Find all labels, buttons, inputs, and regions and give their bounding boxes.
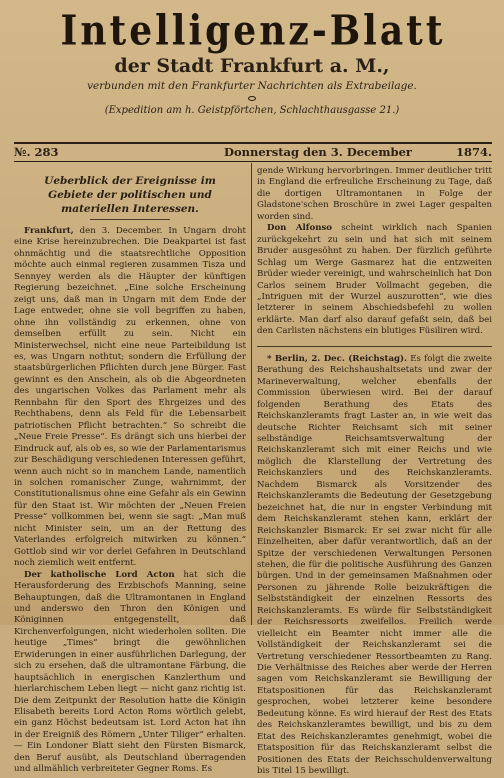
paragraph-text: gende Wirkung hervorbringen. Immer deutlicher tritt in England die erfreuliche Erscheinung zu Tage, daß die dortigen Ultramontanen in Folge der Gladstone'schen Broschüre in zwei Lager gespalten worden sind. bbox=[257, 166, 492, 222]
paragraph-text: hat sich die Herausforderung des Erzbischofs Manning, seine Behauptungen, daß die Ultramontanen in England und anderswo den Thron den Königen und Königinnen entgegenstellt, daß Kirchenverfolgungen, nicht wiederholen sollten. Die heutige „Times“ bringt die gewöhnlichen Erwiderungen in einer ausführlichen Darlegung, der sich zu ersehen, daß die ultramontane Färbung, die hauptsächlich in energischen Kanzlerthum und hierlarchischem Leben liegt — nicht ganz richtig ist. Die dem Zeitpunkt der Resolution hatte die Königin Elisabeth bereits Lord Acton Roms wörtlich gelebt, ein ganz Höchst bedeutsam ist. Lord Acton hat ihn in der Ereigniß des Römern „Unter Tiliger“ erhalten. — Ein Londoner Blatt sieht den Fürsten Bismarck, den Beruf ausübt, als Deutschland überragenden und allmählich verbreiteter Gegner Roms. Es bbox=[14, 569, 246, 775]
issue-line bbox=[14, 144, 492, 161]
masthead-expedition: (Expedition am h. Geistpförtchen, Schlachthausgasse 21.) bbox=[104, 105, 400, 116]
section-rule bbox=[257, 346, 492, 347]
paragraph-lead: Der katholische Lord Acton bbox=[24, 569, 175, 580]
article-paragraph bbox=[14, 570, 246, 776]
paragraph-text: Es folgt die zweite Berathung des Reichshaushaltsetats und zwar der Marineverwaltung, welcher ebenfalls der Commission überwiesen wird. Bei der darauf folgenden Berathung des Etats des Reichskanzleramts fragt Laster an, in wie weit das deutsche Richter Reichsamt sich mit seiner selbständige Reichsamtsverwaltung der Reichskanzleramt sich mit einer Reichs und wie möglich die Klarstellung der Vertretung des Reichskanzlers und des Reichskanzleramts. Nachdem Bismarck als Vorsitzender des Reichskanzleramts die Bedeutung der Gesetzgebung bezeichnet hat, die nur in engster Verbindung mit dem Reichskanzleramt stehen kann, erklärt der Reichskanzler Bismarck: Er sei zwar nicht für alle Einzelheiten, aber dafür verantwortlich, daß an der Spitze der verschiedenen Verwaltungen Personen stehen, die für die politische Ausführung des Ganzen bürgen. Und in der gemeinsamen Maßnahmen oder Personen zu jährende Rolle beizukräftigen die Selbstständigkeit der einzelnen Ressorts des Reichskanzleramts. Es würde für Selbstständigkeit der Reichsressorts zweifellos. Freilich werde vielleicht ein Beamter nicht immer alle die Vollständigkeit der Reichskanzleramt sei die Vertretung verschiedener Ressortbeamten zu Rang. Die Verhältnisse des Reiches aber werde der Herren sagen vom Reichskanzleramt sie Bewilligung der Etatspositionen für das Reichskanzleramt gesprochen, wobei letzterer keine besondere Bedeutung könne. Es wird hierauf der Rest des Etats des Reichskanzleramtes bewilligt, und bis zu dem Etat des Reichskanzleramtes genehmigt, wobei die Etatsposition für das Reichskanzleramt selbst die Positionen des Etats der Reichsschuldenverwaltung bis Titel 15 bewilligt. bbox=[257, 353, 492, 777]
left-column bbox=[14, 166, 246, 776]
masthead-title: Intelligenz-Blatt bbox=[60, 6, 446, 56]
paragraph-lead: Frankfurt, bbox=[24, 226, 74, 236]
masthead-rule-bottom bbox=[14, 161, 492, 162]
paragraph-text: scheint wirklich nach Spanien zurückgekehrt zu sein und hat sich mit seinem Bruder ausgesöhnt zu haben. Der fürzlich geführte Schlag um Werge Gasmarez hat die entzweiten Brüder wieder vereinigt, und wahrscheinlich hat Don Carlos seinem Bruder Vollmacht gegeben, die „Intriguen mit der Wurzel auszurotten“, wie dies letzterer in seinem Abschiedsbefehl zu wollen erklärte. Man darf also darauf gefaßt sein, daß bei den Carlisten nächstens ein blutiges Füsiliren wird. bbox=[257, 223, 492, 337]
issue-date: Donnerstag den 3. December bbox=[224, 145, 412, 159]
paragraph-lead: * Berlin, 2. Dec. (Reichstag). bbox=[267, 353, 408, 364]
issue-number: №. 283 bbox=[14, 145, 59, 159]
paragraph-text: den 3. December. In Ungarn droht eine Krise hereinzubrechen. Die Deakpartei ist fast ohnmächtig und die staatsrechtliche Opposition möchte auch einmal regieren zusammen Tisza und Sennyey werden als die Häupter der künftigen Regierung bezeichnet. „Eine solche Erscheinung zeigt uns, daß man in Ungarn mit dem Ende der Lage entweder, ohne sie voll begriffen zu haben, ohne ihn vollständig zu erkennen, ohne von demselben erfüllt zu sein. Nicht ein Ministerwechsel, nicht eine neue Parteibildung ist es, was Ungarn nothtut; sondern die Erfüllung der staatsbürgerlichen Pflichten durch jene Bürger. Fast gewinnt es den Anschein, als ob die Abgeordneten des ungarischen Volkes das Parlament mehr als Rennbahn für den Sport des Ehrgeizes und des Rechthabens, denn als Feld für die Lebensarbeit patriotischen Pflicht betrachten.“ So schreibt die „Neue Freie Presse“. Es drängt sich uns hierbei der Eindruck auf, als ob es, so wie der Parlamentarismus zur Beschädigung verschiedenen Interessen geführt, wenn auch nicht so in manchem Lande, namentlich in solchen romanischer Zunge, wahrnimmt, der Constitutionalismus ohne eine Gefahr als ein Gewinn für den Staat ist. Wir möchten der „Neuen Freien Presse“ vollkommen bei, wenn sie sagt: „Man muß nicht Minister sein, um an der Rettung des Vaterlandes erfolgreich mitwirken zu können.“ Gottlob sind wir vor derlei Gefahren in Deutschland noch ziemlich weit entfernt. bbox=[14, 226, 247, 569]
article-headline: Ueberblick der Ereignisse im Gebiete der politischen und materiellen Interessen. bbox=[44, 175, 216, 215]
article-paragraph bbox=[257, 166, 492, 223]
masthead-subtitle: der Stadt Frankfurt a. M., bbox=[114, 55, 390, 77]
article-paragraph bbox=[257, 223, 492, 338]
masthead-subline: verbunden mit den Frankfurter Nachrichten als Extrabeilage. bbox=[87, 80, 417, 92]
right-column bbox=[257, 166, 492, 778]
headline-rule bbox=[90, 219, 170, 220]
article-paragraph bbox=[257, 354, 492, 778]
ornament-ring-icon bbox=[248, 96, 256, 101]
article-paragraph bbox=[14, 226, 246, 570]
issue-year: 1874. bbox=[455, 145, 492, 159]
paragraph-lead: Don Alfonso bbox=[267, 223, 333, 234]
column-divider bbox=[251, 163, 252, 625]
